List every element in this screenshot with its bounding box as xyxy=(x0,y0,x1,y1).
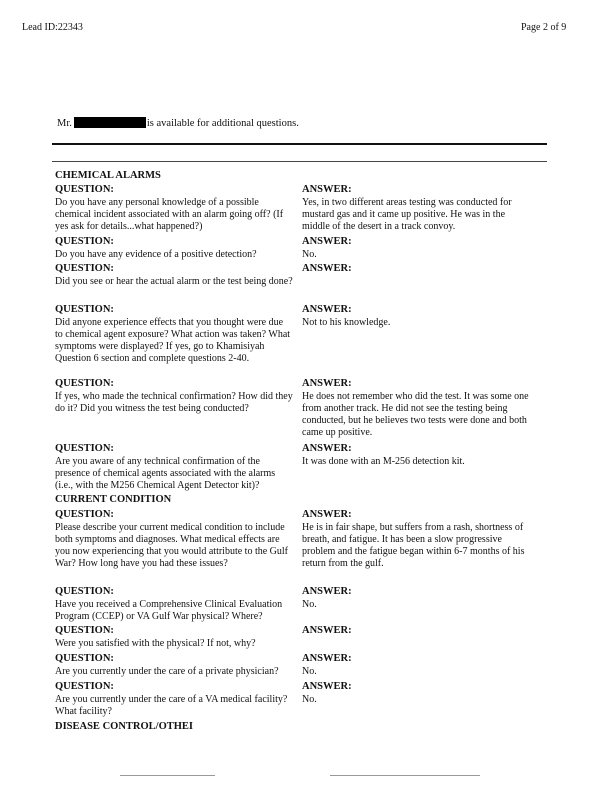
answer-label: ANSWER: xyxy=(302,378,352,389)
answer-text: Yes, in two different areas testing was conducted for mustard gas and it came up positive. He was in the middle of the desert in a track convoy. xyxy=(302,197,512,232)
section-disease-control: DISEASE CONTROL/OTHEI xyxy=(55,721,193,732)
question-label: QUESTION: xyxy=(55,184,114,195)
answer-block xyxy=(302,304,534,329)
question-label: QUESTION: xyxy=(55,586,114,597)
question-label: QUESTION: xyxy=(55,304,114,315)
redaction-bar xyxy=(74,117,146,128)
question-text: Have you received a Comprehensive Clinical Evaluation Program (CCEP) or VA Gulf War physical? Where? xyxy=(55,599,283,622)
divider-thin xyxy=(52,161,547,162)
answer-label: ANSWER: xyxy=(302,236,352,247)
question-text: Are you currently under the care of a VA medical facility? What facility? xyxy=(55,694,288,717)
question-text: Do you have any personal knowledge of a possible chemical incident associated with an alarm going off? (If yes ask for details...what happened?) xyxy=(55,197,284,232)
question-block xyxy=(55,509,293,570)
answer-block xyxy=(302,509,534,570)
divider-thick xyxy=(52,143,547,145)
answer-text: No. xyxy=(302,666,317,677)
answer-text: No. xyxy=(302,694,317,705)
answer-text: Not to his knowledge. xyxy=(302,317,391,328)
answer-block xyxy=(302,653,534,678)
answer-label: ANSWER: xyxy=(302,681,352,692)
question-block xyxy=(55,625,293,650)
question-text: Are you currently under the care of a private physician? xyxy=(55,666,279,677)
answer-label: ANSWER: xyxy=(302,304,352,315)
answer-label: ANSWER: xyxy=(302,653,352,664)
answer-label: ANSWER: xyxy=(302,586,352,597)
question-text: Did you see or hear the actual alarm or the test being done? xyxy=(55,276,293,287)
question-block xyxy=(55,653,293,678)
answer-block xyxy=(302,625,534,638)
answer-block xyxy=(302,443,534,468)
answer-label: ANSWER: xyxy=(302,625,352,636)
answer-label: ANSWER: xyxy=(302,263,352,274)
answer-text: No. xyxy=(302,249,317,260)
answer-block xyxy=(302,681,534,706)
question-block xyxy=(55,304,293,365)
question-label: QUESTION: xyxy=(55,378,114,389)
question-label: QUESTION: xyxy=(55,681,114,692)
answer-block xyxy=(302,184,534,233)
answer-label: ANSWER: xyxy=(302,509,352,520)
question-label: QUESTION: xyxy=(55,263,114,274)
question-text: Did anyone experience effects that you thought were due to chemical agent exposure? What action was taken? What symptoms were displayed? If yes, go to Khamisiyah Question 6 section and complete questions 2-40. xyxy=(55,317,291,364)
question-text: Were you satisfied with the physical? If not, why? xyxy=(55,638,256,649)
answer-text: No. xyxy=(302,599,317,610)
section-current-condition: CURRENT CONDITION xyxy=(55,494,172,505)
intro-prefix: Mr. xyxy=(57,118,72,129)
footer-rule xyxy=(120,775,215,776)
answer-block xyxy=(302,236,534,261)
question-text: Do you have any evidence of a positive detection? xyxy=(55,249,257,260)
question-label: QUESTION: xyxy=(55,509,114,520)
answer-text: He does not remember who did the test. It was some one from another track. He did not see the testing being conducted, but he believes two tests were done and both came up positive. xyxy=(302,391,529,438)
question-text: If yes, who made the technical confirmation? How did they do it? Did you witness the test being conducted? xyxy=(55,391,293,414)
question-text: Are you aware of any technical confirmation of the presence of chemical agents associated with the alarms (i.e., with the M256 Chemical Agent Detector kit)? xyxy=(55,456,276,491)
answer-block xyxy=(302,263,534,276)
question-label: QUESTION: xyxy=(55,625,114,636)
question-label: QUESTION: xyxy=(55,443,114,454)
lead-id: Lead ID:22343 xyxy=(22,22,83,33)
intro-line xyxy=(57,117,299,129)
question-block xyxy=(55,586,293,623)
question-label: QUESTION: xyxy=(55,653,114,664)
question-block xyxy=(55,263,293,288)
footer-rule xyxy=(330,775,480,776)
answer-block xyxy=(302,378,534,439)
answer-label: ANSWER: xyxy=(302,184,352,195)
answer-text: It was done with an M-256 detection kit. xyxy=(302,456,465,467)
question-text: Please describe your current medical condition to include both symptoms and diagnoses. What medical effects are you now experiencing that you would attribute to the Gulf War? How long have you had these issues? xyxy=(55,522,289,569)
answer-text: He is in fair shape, but suffers from a rash, shortness of breath, and fatigue. It has been a slow progressive problem and the fatigue began within 6-7 months of his return from the gulf. xyxy=(302,522,525,569)
question-label: QUESTION: xyxy=(55,236,114,247)
question-block xyxy=(55,236,293,261)
question-block xyxy=(55,378,293,415)
question-block xyxy=(55,184,293,233)
answer-block xyxy=(302,586,534,611)
intro-suffix: is available for additional questions. xyxy=(146,118,299,129)
section-chemical-alarms: CHEMICAL ALARMS xyxy=(55,170,161,181)
page-number: Page 2 of 9 xyxy=(521,22,567,33)
question-block xyxy=(55,443,293,492)
question-block xyxy=(55,681,293,718)
answer-label: ANSWER: xyxy=(302,443,352,454)
